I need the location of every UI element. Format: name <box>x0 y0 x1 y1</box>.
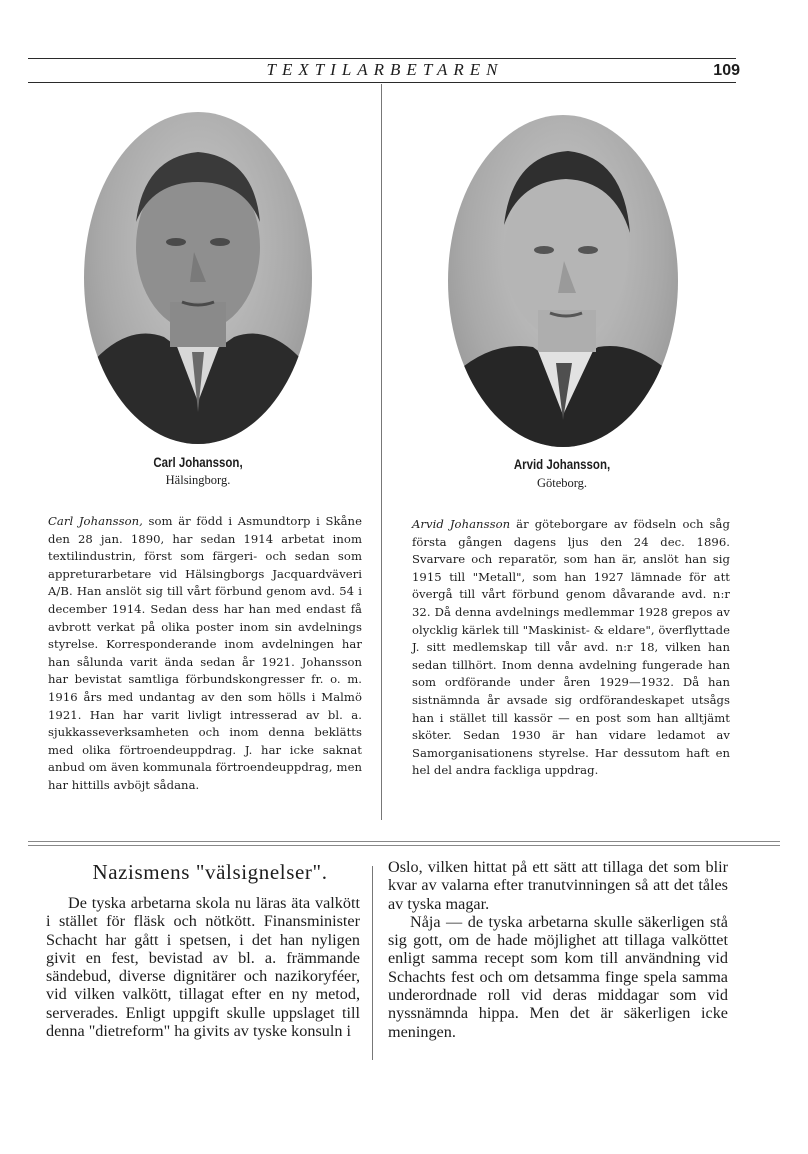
article-left-column <box>46 894 360 1040</box>
page-number: 109 <box>713 62 740 79</box>
bio-left-text: som är född i Asmundtorp i Skåne den 28 jan. 1890, har sedan 1914 arbetat inom textilindustrin, först som färgeri- och sedan som appreturarbetare vid Hälsingborgs Jacquardväveri A/B. Han anslöt sig till vårt förbund genom avd. 54 i december 1914. Sedan dess har han med endast få avbrott verkat på olika poster inom sin avdelnings styrelse. Korresponderande inom avdelningen har han sålunda varit ända sedan år 1921. Johansson har bevistat samtliga förbundskongresser fr. o. m. 1916 års med undantag av den som hölls i Malmö 1921. Han har varit livligt intresserad av bl. a. sjukkasseverksamheten och inom denna beklätts med olika förtroendeuppdrag. J. har icke saknat anbud om även kommunala förtroendeuppdrag, men har hittills avböjt sådana. <box>48 514 362 792</box>
portrait-carl-johansson <box>84 112 312 444</box>
bio-carl-johansson <box>48 513 362 795</box>
bio-right-text: är göteborgare av födseln och såg första gången dagens ljus den 24 dec. 1896. Svarvare och reparatör, som han är, anslöt han sig 1915 till "Metall", som han 1927 lämnade för att övergå till vårt förbund genom dåvarande avd. n:r 32. Då denna avdelnings medlemmar 1928 grepos av olycklig kärlek till "Maskinist- & eldare", överflyttade J. sitt medlemskap till vår avd. n:r 18, vilken han sedan tillhört. Inom denna avdelning fungerade han som ordförande under åren 1929—1932. Då han sistnämnda år avsade sig ordförandeskapet utsågs han i stället till kassör — en post som han alltjämt sköter. Sedan 1930 är han vidare ledamot av Samorganisationens styrelse. Har dessutom haft en hel del andra fackliga uppdrag. <box>412 517 730 778</box>
header-bottom-rule <box>28 82 736 83</box>
article-paragraph: De tyska arbetarna skola nu läras äta valkött i stället för fläsk och nötkött. Finansminister Schacht har gått i spetsen, i det han nyligen givit en fest, bevistad av bl. a. främmande sändebud, diverse dignitärer och nazikoryféer, vid vilken valkött, tillagat efter en ny metod, serverades. Enligt uppgift skulle uppslaget till denna "dietreform" ha givits av tyske konsuln i <box>46 894 360 1041</box>
bio-left-lead: Carl Johansson, <box>48 514 143 528</box>
article-paragraph: Nåja — de tyska arbetarna skulle säkerligen stå sig gott, om de hade möjlighet att tillaga valköttet enligt samma recept som kom till användning vid Schachts fest och om detsamma finge spela samma underordnade roll vid deras middagar som vid nyssnämnda hippa. Men det är säkerligen icke meningen. <box>388 912 728 1041</box>
header-top-rule <box>28 58 736 59</box>
section-separator-top <box>28 841 780 842</box>
bio-right-lead: Arvid Johansson <box>412 517 511 531</box>
section-separator-bottom <box>28 845 780 846</box>
portrait-name-right: Arvid Johansson, <box>513 457 611 472</box>
article-right-column <box>388 858 728 1041</box>
bio-arvid-johansson <box>412 516 730 780</box>
portrait-place-left: Hälsingborg. <box>165 473 231 487</box>
portrait-arvid-johansson <box>448 115 678 447</box>
column-divider-article <box>372 866 373 1060</box>
running-title: TEXTILARBETAREN <box>266 60 504 79</box>
article-continuation: Oslo, vilken hittat på ett sätt att tillaga det som blir kvar av valarna efter tranutvinningen så att det tåles av tyska magar. <box>388 858 728 913</box>
portrait-place-right: Göteborg. <box>536 476 588 490</box>
article-title: Nazismens "välsignelser". <box>92 860 328 884</box>
portrait-name-left: Carl Johansson, <box>153 455 243 470</box>
column-divider-top <box>381 84 382 820</box>
